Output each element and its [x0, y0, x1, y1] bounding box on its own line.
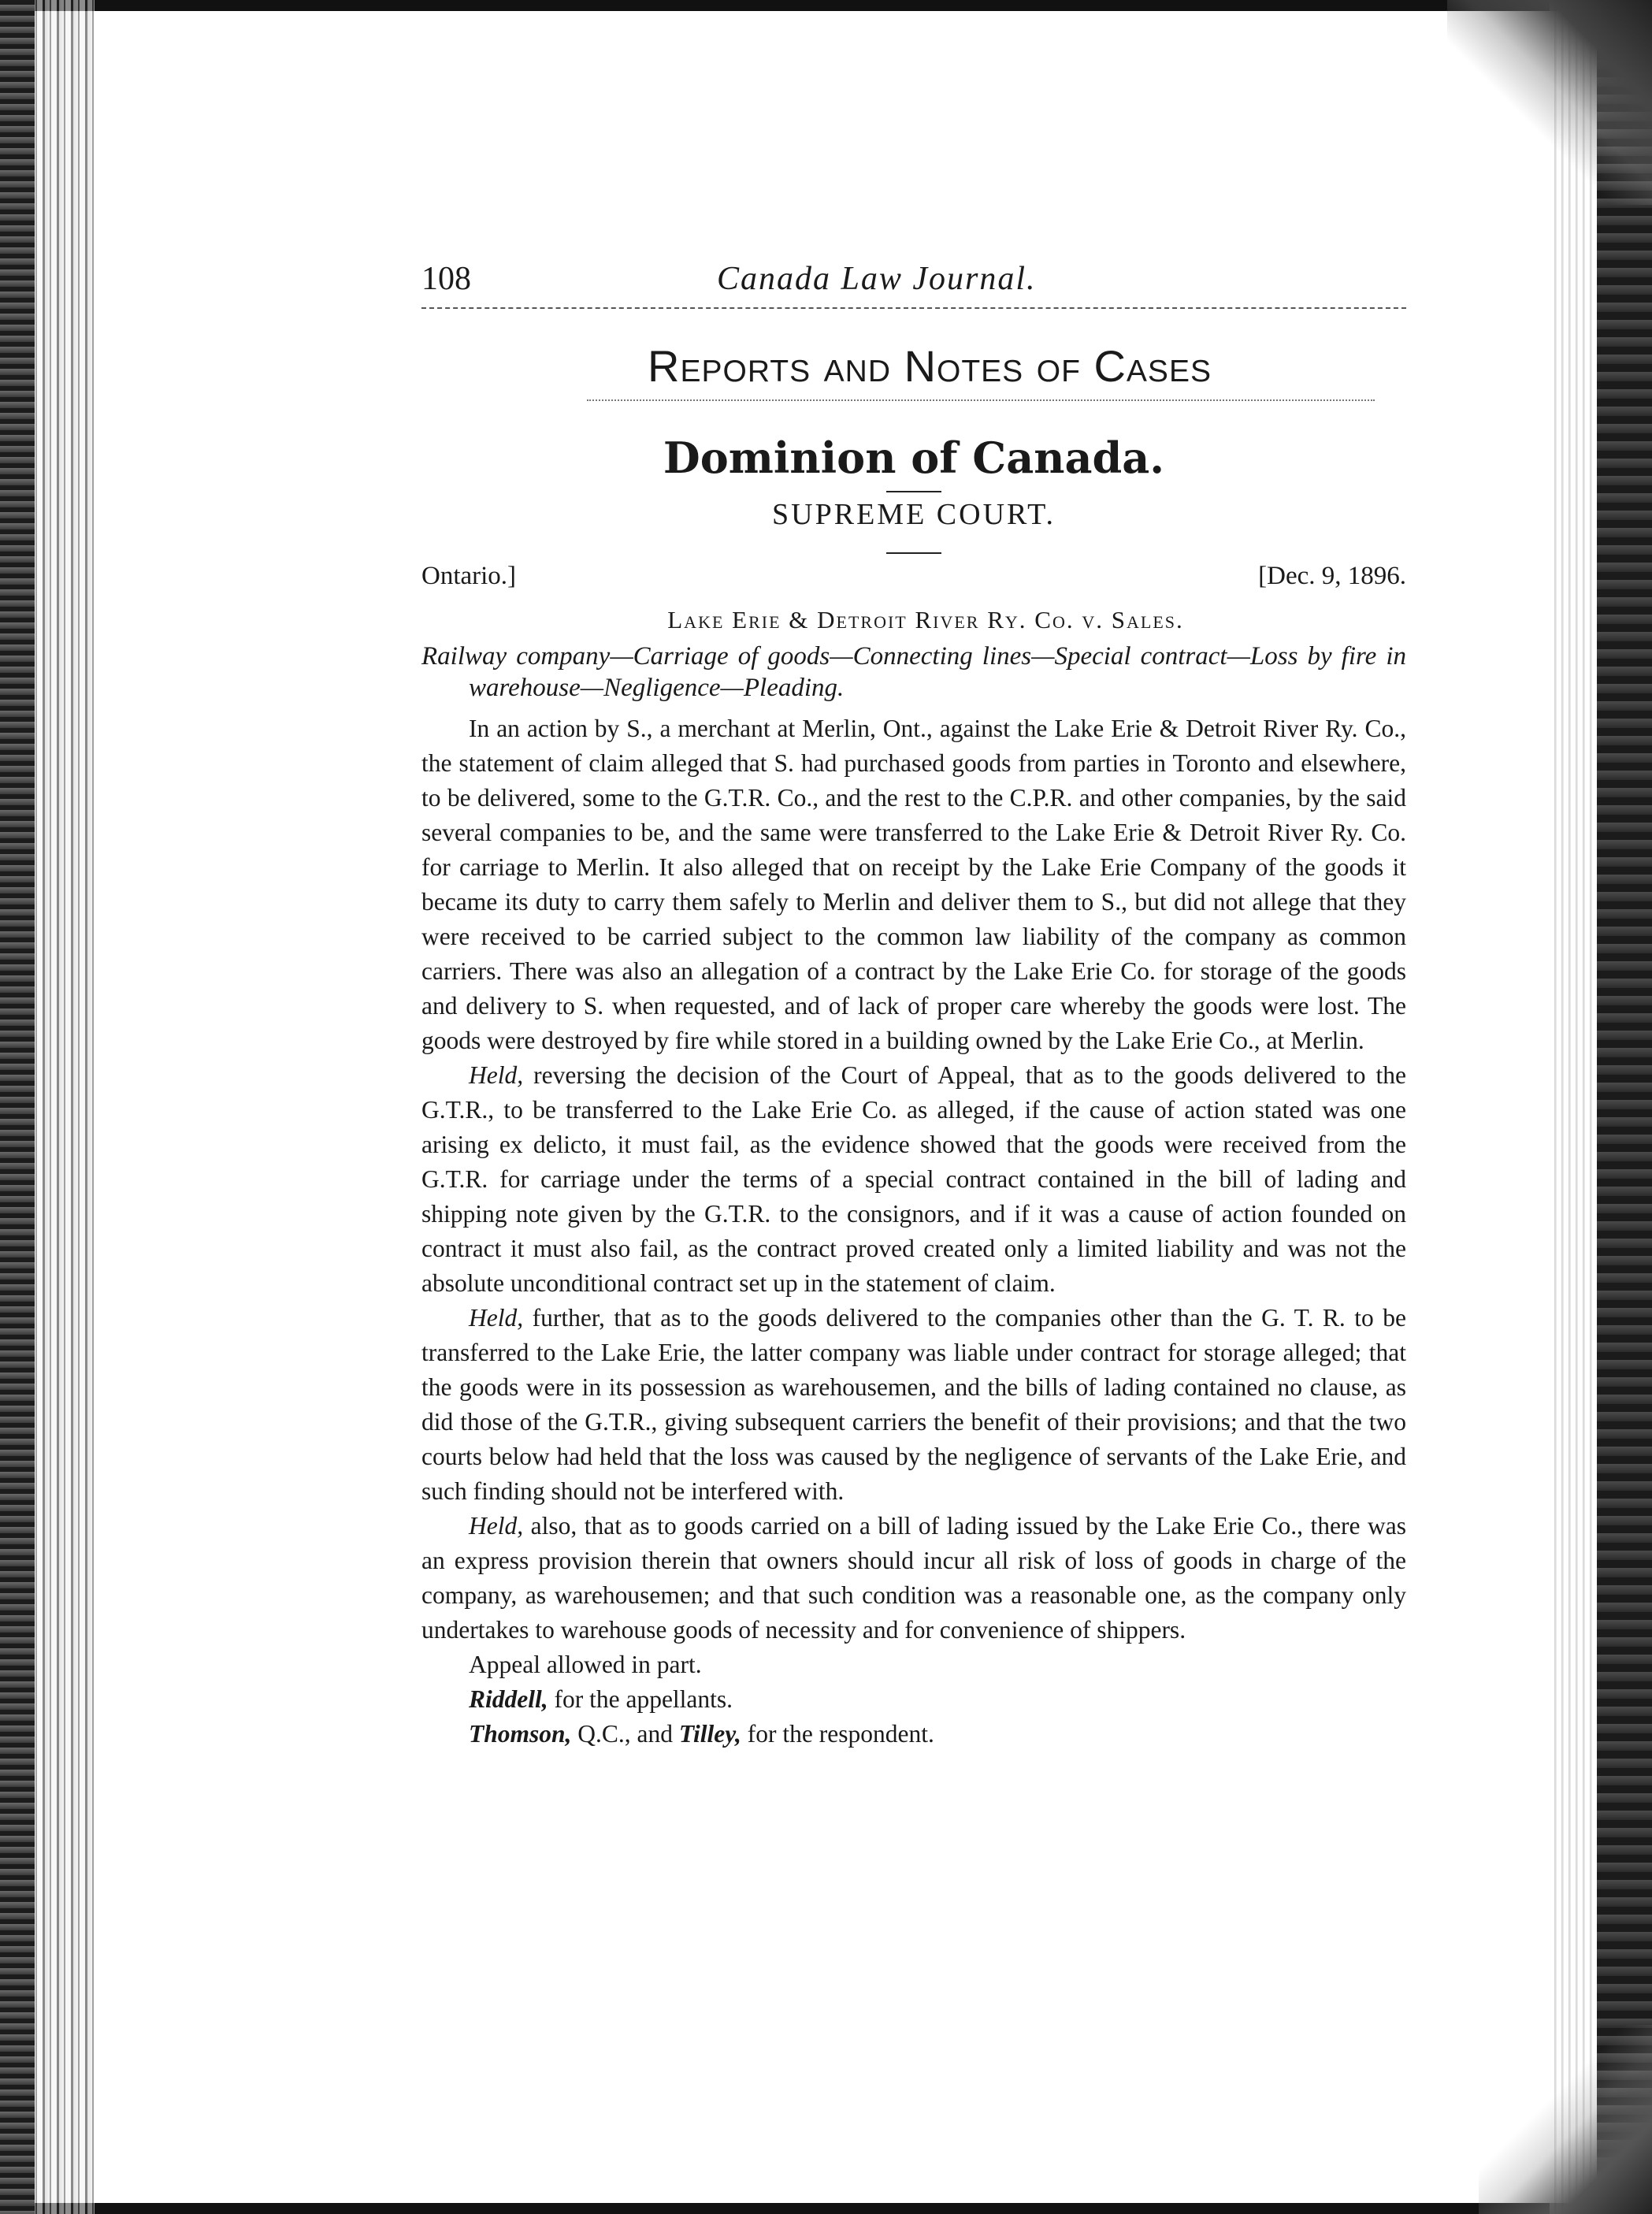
running-header [421, 260, 1406, 309]
report-paragraph [421, 1301, 1406, 1509]
held-label: Held, [469, 1061, 524, 1089]
counsel-role: for the appellants. [548, 1685, 733, 1713]
report-paragraph [421, 1058, 1406, 1301]
short-divider [886, 552, 941, 554]
counsel-name: Tilley, [678, 1720, 741, 1748]
counsel-role: for the respondent. [741, 1720, 934, 1748]
page-corner-shadow-bottom [1479, 2025, 1652, 2214]
counsel-name: Riddell, [469, 1685, 548, 1713]
jurisdiction-heading: Dominion of Canada. [663, 433, 1165, 483]
page-corner-shadow-top [1447, 0, 1652, 205]
held-label: Held, [469, 1304, 524, 1332]
journal-page [421, 260, 1406, 1752]
counsel-appellant [421, 1682, 1406, 1717]
section-title: Reports and Notes of Cases [648, 341, 1212, 391]
headnote: Railway company—Carriage of goods—Connecting lines—Special contract—Loss by fire in warehouse—Negligence—Pleading. [421, 642, 1406, 702]
case-province: Ontario.] [421, 562, 517, 590]
case-name: Lake Erie & Detroit River Ry. Co. v. Sales. [667, 606, 1184, 633]
report-paragraph [421, 1509, 1406, 1647]
short-divider [886, 491, 941, 492]
case-meta [421, 562, 1406, 601]
journal-title: Canada Law Journal. [717, 261, 1037, 297]
case-report-body [421, 711, 1406, 1752]
case-date: [Dec. 9, 1896. [1258, 562, 1406, 590]
page-left-border [0, 0, 35, 2214]
counsel-text: Q.C., and [571, 1720, 679, 1748]
held-label: Held, [469, 1512, 524, 1540]
paragraph-text: reversing the decision of the Court of Appeal, that as to the goods delivered to the G.T.R., to be transferred to the Lake Erie Co. as alleged, if the cause of action stated was one arising ex delicto, it must fail, as the evidence showed that the goods were received from the G.T.R. for carriage under the terms of a special contract contained in the bill of lading and shipping note given by the G.T.R. to the consignors, and if it was a cause of action founded on contract it must also fail, as the contract proved created only a limited liability and was not the absolute unconditional contract set up in the statement of claim. [421, 1061, 1406, 1297]
report-paragraph: In an action by S., a merchant at Merlin, Ont., against the Lake Erie & Detroit River Ry. Co., the statement of claim alleged that S. had purchased goods from parties in Toronto and elsewhere, to be delivered, some to the G.T.R. Co., and the rest to the C.P.R. and other companies, by the said several companies to be, and the same were transferred to the Lake Erie & Detroit River Ry. Co. for carriage to Merlin. It also alleged that on receipt by the Lake Erie Company of the goods it became its duty to carry them safely to Merlin and deliver them to S., but did not allege that they were received to be carried subject to the common law liability of the company as common carriers. There was also an allegation of a contract by the Lake Erie Co. for storage of the goods and delivery to S. when requested, and of lack of proper care whereby the goods were lost. The goods were destroyed by fire while stored in a building owned by the Lake Erie Co., at Merlin. [421, 715, 1406, 1054]
page-number: 108 [421, 261, 471, 297]
page-right-border [1597, 0, 1652, 2214]
section-divider [587, 399, 1375, 401]
court-heading: SUPREME COURT. [772, 498, 1056, 531]
counsel-respondent [421, 1717, 1406, 1752]
counsel-name: Thomson, [469, 1720, 572, 1748]
page-right-shadow [1550, 0, 1597, 2214]
disposition: Appeal allowed in part. [469, 1651, 702, 1678]
paragraph-text: also, that as to goods carried on a bill of lading issued by the Lake Erie Co., there was an express provision therein that owners should incur all risk of loss of goods in charge of the company, as warehousemen; and that such condition was a reasonable one, as the company only undertakes to warehouse goods of necessity and for convenience of shippers. [421, 1512, 1406, 1644]
paragraph-text: further, that as to the goods delivered to the companies other than the G. T. R. to be transferred to the Lake Erie, the latter company was liable under contract for storage alleged; that the goods were in its possession as warehousemen, and the bills of lading contained no clause, as did those of the G.T.R., giving subsequent carriers the benefit of their provisions; and that the two courts below had held that the loss was caused by the negligence of servants of the Lake Erie, and such finding should not be interfered with. [421, 1304, 1406, 1505]
